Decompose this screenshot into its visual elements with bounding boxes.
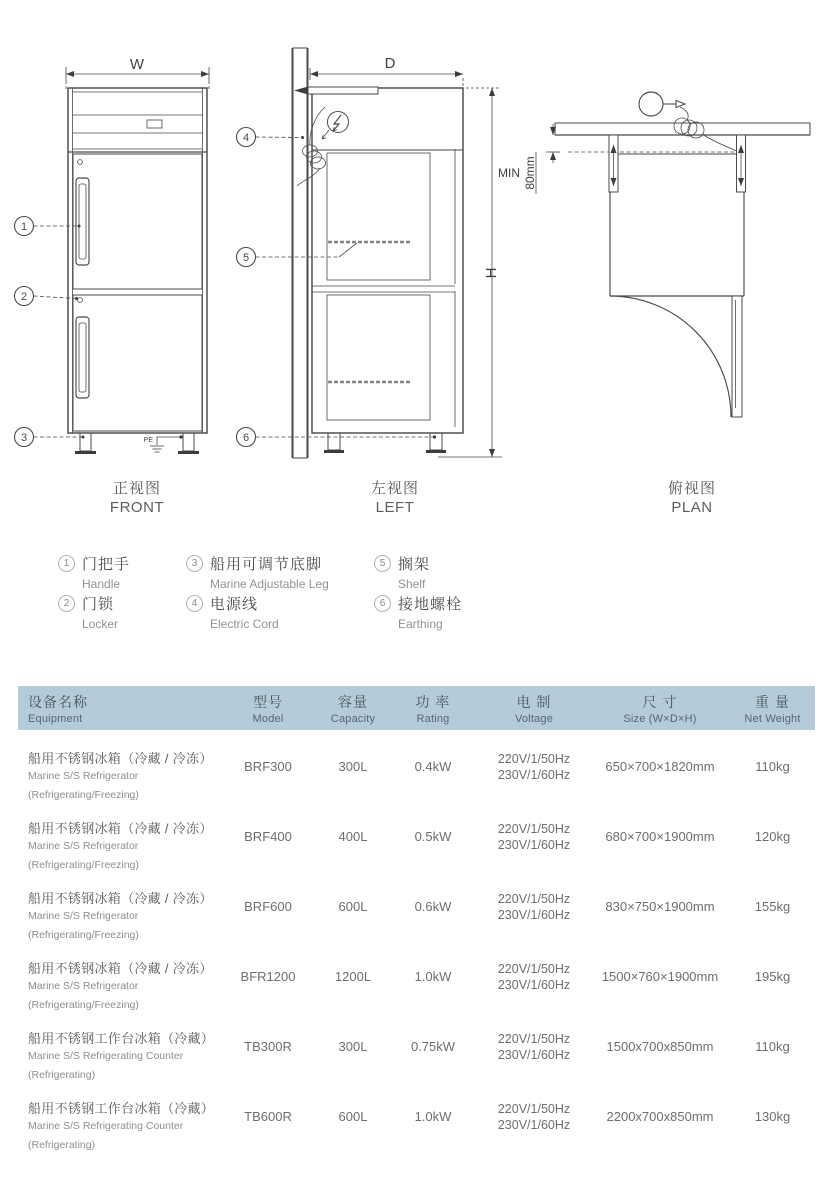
svg-text:1: 1 [20, 221, 28, 233]
plan-view-drawing [490, 60, 830, 480]
cell-equipment: 船用不锈钢冰箱（冷藏 / 冷冻） Marine S/S Refrigerator (Refrigerating/Freezing) [28, 751, 213, 801]
width-dimension [66, 56, 209, 89]
pe-ground-symbol [144, 435, 183, 452]
depth-dimension [310, 55, 463, 91]
legend-item-handle: 1 门把手 Handle [58, 553, 130, 591]
col-header-model: 型号 Model [252, 693, 284, 725]
cell-weight: 110kg [755, 1039, 790, 1054]
cell-voltage: 220V/1/50Hz 230V/1/60Hz [497, 892, 571, 922]
door-swing-arc [610, 296, 731, 417]
front-view-drawing [0, 50, 230, 470]
cell-model: BFR1200 [240, 969, 296, 984]
legend-item-locker: 2 门锁 Locker [58, 593, 118, 631]
front-right-leg [183, 433, 194, 451]
svg-text:2: 2 [20, 291, 28, 303]
spec-table [18, 686, 815, 1165]
cell-rating: 0.75kW [410, 1039, 456, 1054]
cord-coil [674, 107, 739, 152]
cell-equipment: 船用不锈钢冰箱（冷藏 / 冷冻） Marine S/S Refrigerator (Refrigerating/Freezing) [28, 961, 213, 1011]
cell-weight: 110kg [755, 759, 790, 774]
wall-mount-flange [308, 87, 378, 94]
cell-rating: 0.4kW [414, 759, 452, 774]
left-front-leg [328, 433, 340, 450]
front-cabinet [68, 88, 207, 454]
cell-size: 2200x700x850mm [606, 1109, 714, 1124]
left-rear-leg [430, 433, 442, 450]
cell-capacity: 400L [338, 829, 368, 844]
legend-num: 2 [58, 595, 75, 612]
table-row [18, 955, 815, 1025]
left-view-drawing [230, 45, 510, 470]
plug-icon [639, 92, 685, 116]
plan-cabinet [609, 135, 746, 417]
col-header-equipment: 设备名称 Equipment [28, 693, 88, 725]
upper-lock [78, 160, 83, 165]
cell-model: TB300R [244, 1039, 292, 1054]
cell-voltage: 220V/1/50Hz 230V/1/60Hz [497, 962, 571, 992]
bulkhead-wall [292, 48, 308, 458]
cell-model: BRF600 [244, 899, 292, 914]
front-left-leg [80, 433, 91, 451]
cell-rating: 1.0kW [414, 969, 452, 984]
cell-rating: 0.5kW [414, 829, 452, 844]
cell-capacity: 300L [338, 759, 368, 774]
front-view-label: 正视图 FRONT [109, 480, 165, 516]
cell-size: 680×700×1900mm [605, 829, 715, 844]
cell-weight: 120kg [754, 829, 791, 844]
cell-size: 1500x700x850mm [606, 1039, 714, 1054]
spec-table-body [18, 745, 815, 1165]
legend-num: 5 [374, 555, 391, 572]
cell-rating: 1.0kW [414, 1109, 452, 1124]
cell-size: 650×700×1820mm [605, 759, 715, 774]
col-header-capacity: 容量 Capacity [330, 693, 376, 725]
left-view-label: 左视图 LEFT [370, 480, 419, 516]
side-cabinet [294, 87, 463, 454]
cell-size: 830×750×1900mm [605, 899, 715, 914]
legend-num: 3 [186, 555, 203, 572]
plan-gap-label: 80mm [523, 156, 537, 190]
upper-handle [76, 178, 89, 265]
legend-item-electric-cord: 4 电源线 Electric Cord [186, 593, 279, 631]
left-dim-d: D [384, 55, 396, 72]
legend-item-shelf: 5 搁架 Shelf [374, 553, 430, 591]
cell-voltage: 220V/1/50Hz 230V/1/60Hz [497, 752, 571, 782]
table-row [18, 1025, 815, 1095]
cell-capacity: 600L [338, 1109, 368, 1124]
cell-size: 1500×760×1900mm [601, 969, 719, 984]
legend-item-earthing: 6 接地螺栓 Earthing [374, 593, 462, 631]
cell-capacity: 1200L [334, 969, 372, 984]
legend-num: 4 [186, 595, 203, 612]
spec-table-header [18, 686, 815, 730]
table-row [18, 1095, 815, 1165]
cell-model: BRF300 [244, 759, 292, 774]
plan-view-label: 俯视图 PLAN [667, 480, 716, 516]
control-badge [147, 120, 162, 128]
left-dim-h: H [483, 267, 500, 279]
svg-text:6: 6 [242, 432, 250, 444]
cell-equipment: 船用不锈钢冰箱（冷藏 / 冷冻） Marine S/S Refrigerator (Refrigerating/Freezing) [28, 891, 213, 941]
col-header-voltage: 电 制 Voltage [514, 693, 554, 725]
legend-item-adjustable-leg: 3 船用可调节底脚 Marine Adjustable Leg [186, 553, 329, 591]
legend-num: 6 [374, 595, 391, 612]
svg-text:4: 4 [242, 132, 250, 144]
col-header-rating: 功 率 Rating [415, 693, 451, 725]
cell-capacity: 600L [338, 899, 368, 914]
cell-voltage: 220V/1/50Hz 230V/1/60Hz [497, 1032, 571, 1062]
plan-min-label: MIN [498, 166, 520, 180]
cell-equipment: 船用不锈钢工作台冰箱（冷藏） Marine S/S Refrigerating Counter (Refrigerating) [28, 1101, 215, 1151]
col-header-weight: 重 量 Net Weight [744, 693, 801, 725]
legend-num: 1 [58, 555, 75, 572]
svg-text:3: 3 [20, 432, 28, 444]
table-row [18, 745, 815, 815]
pe-label: PE [143, 437, 153, 444]
svg-text:5: 5 [242, 252, 250, 264]
table-row [18, 815, 815, 885]
open-door [732, 296, 742, 417]
col-header-size: 尺 寸 Size (W×D×H) [623, 693, 697, 725]
cell-equipment: 船用不锈钢工作台冰箱（冷藏） Marine S/S Refrigerating Counter (Refrigerating) [28, 1031, 215, 1081]
lower-handle [76, 317, 89, 398]
cell-voltage: 220V/1/50Hz 230V/1/60Hz [497, 1102, 571, 1132]
callout-4 [237, 128, 305, 147]
front-dim-w: W [129, 56, 145, 73]
cell-capacity: 300L [338, 1039, 368, 1054]
lower-lock [78, 298, 83, 303]
cell-weight: 155kg [754, 899, 791, 914]
table-row [18, 885, 815, 955]
cell-rating: 0.6kW [414, 899, 452, 914]
cell-model: TB600R [244, 1109, 292, 1124]
cell-model: BRF400 [244, 829, 292, 844]
cell-equipment: 船用不锈钢冰箱（冷藏 / 冷冻） Marine S/S Refrigerator (Refrigerating/Freezing) [28, 821, 213, 871]
cell-voltage: 220V/1/50Hz 230V/1/60Hz [497, 822, 571, 852]
cell-weight: 195kg [754, 969, 791, 984]
cell-weight: 130kg [754, 1109, 791, 1124]
